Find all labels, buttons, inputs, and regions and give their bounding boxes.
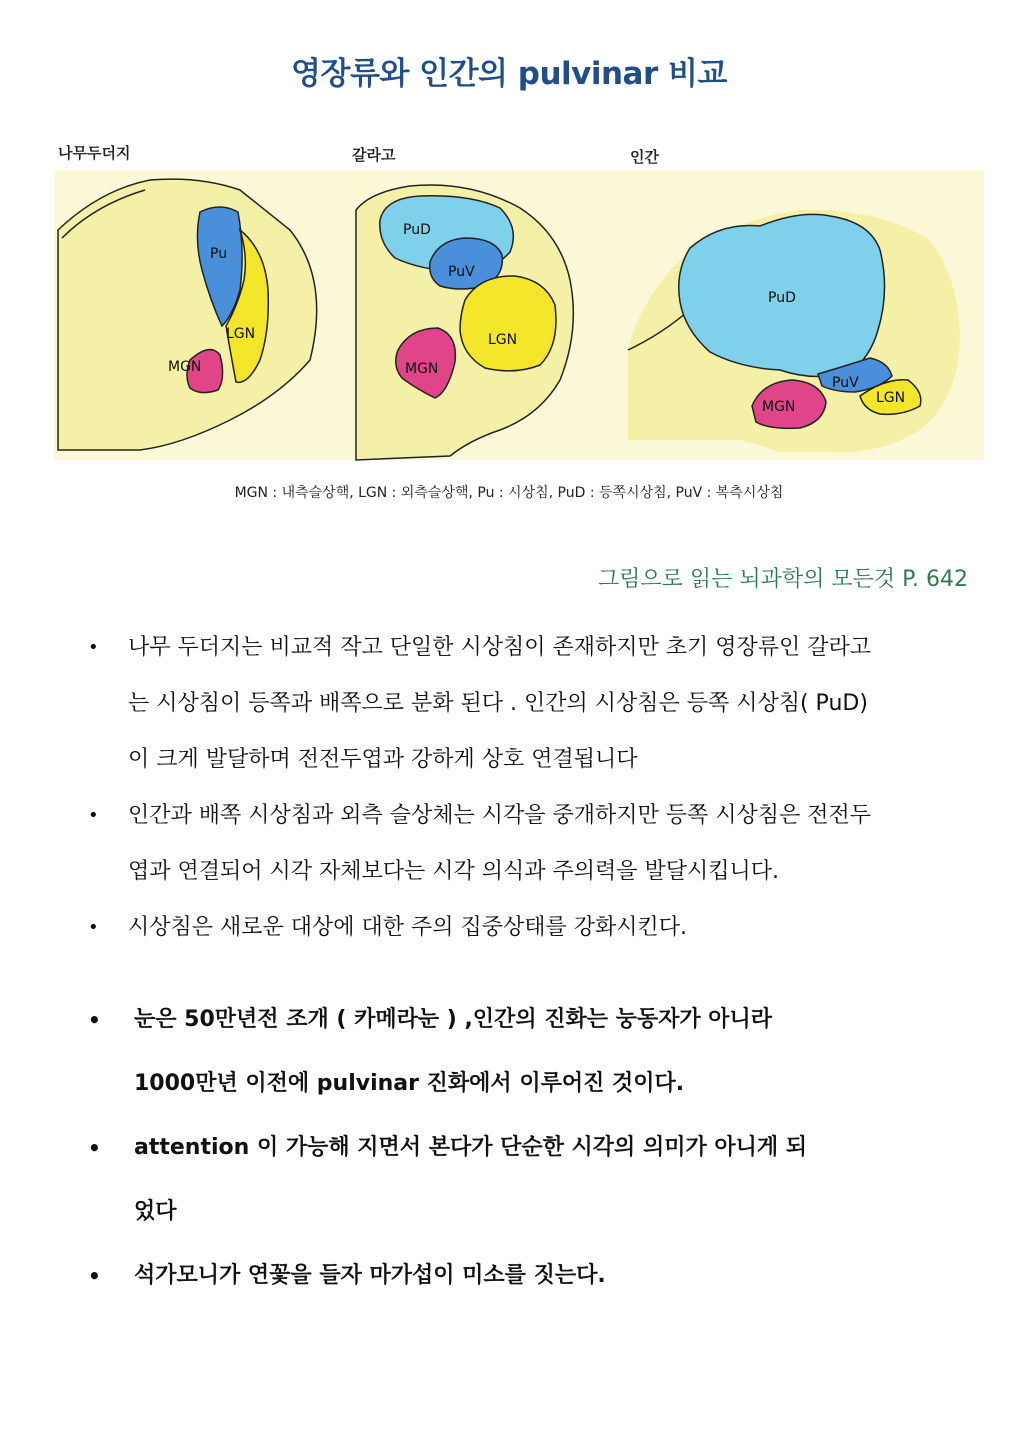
list-item (88, 788, 968, 900)
list-item (88, 1244, 968, 1308)
bullet-marker: • (88, 637, 99, 658)
bold-bullet-list (88, 988, 968, 1308)
bullet-line: 1000만년 이전에 pulvinar 진화에서 이루어진 것이다. (134, 1071, 685, 1096)
regular-bullet-list (88, 620, 968, 956)
bullet-line: attention 이 가능해 지면서 본다가 단순한 시각의 의미가 아니게 되 (134, 1135, 808, 1160)
tree-shrew-mgn-label: MGN (168, 359, 202, 375)
pulvinar-comparison-figure (40, 130, 990, 530)
panel-label-tree-shrew: 나무두더지 (58, 144, 131, 162)
bullet-line: 나무 두더지는 비교적 작고 단일한 시상침이 존재하지만 초기 영장류인 갈라고 (128, 635, 872, 660)
bullet-marker: • (88, 1264, 101, 1288)
bullet-line: 눈은 50만년전 조개 ( 카메라눈 ) ,인간의 진화는 눙동자가 아니라 (134, 1007, 773, 1032)
human-puv-label: PuV (832, 375, 859, 391)
galago-mgn-label: MGN (405, 361, 439, 377)
bullet-marker: • (88, 1008, 101, 1032)
bullet-marker: • (88, 805, 99, 826)
bullet-line: 는 시상침이 등쪽과 배쪽으로 분화 된다 . 인간의 시상침은 등쪽 시상침( PuD) (128, 691, 868, 716)
bullet-line: 석가모니가 연꽃을 들자 마가섭이 미소를 짓는다. (134, 1263, 606, 1288)
source-citation: 그림으로 읽는 뇌과학의 모든것 P. 642 (597, 567, 968, 592)
list-item (88, 1116, 968, 1244)
bullet-marker: • (88, 1136, 101, 1160)
galago-pud-label: PuD (403, 222, 431, 238)
list-item (88, 988, 968, 1116)
galago-lgn-label: LGN (488, 332, 518, 348)
bullet-line: 인간과 배쪽 시상침과 외측 슬상체는 시각을 중개하지만 등쪽 시상침은 전전두 (128, 803, 872, 828)
bullet-line: 었다 (134, 1199, 177, 1224)
bullet-line: 이 크게 발달하며 전전두엽과 강하게 상호 연결됩니다 (128, 747, 638, 772)
list-item (88, 900, 968, 956)
human-pud-label: PuD (768, 290, 796, 306)
brain-diagram (40, 130, 990, 530)
figure-legend: MGN : 내측슬상핵, LGN : 외측슬상핵, Pu : 시상침, PuD : 등쪽시상침, PuV : 복측시상침 (234, 485, 784, 501)
bullet-marker: • (88, 917, 99, 938)
galago-lgn-region (460, 276, 556, 371)
panel-label-galago: 갈라고 (352, 146, 396, 164)
tree-shrew-lgn-label: LGN (226, 326, 256, 342)
bullet-line: 시상침은 새로운 대상에 대한 주의 집중상태를 강화시킨다. (128, 915, 688, 940)
human-lgn-label: LGN (876, 390, 906, 406)
human-mgn-label: MGN (762, 399, 796, 415)
page-title: 영장류와 인간의 pulvinar 비교 (291, 56, 727, 92)
bullet-line: 엽과 연결되어 시각 자체보다는 시각 의식과 주의력을 발달시킵니다. (128, 859, 780, 884)
tree-shrew-pu-label: Pu (210, 246, 228, 262)
list-item (88, 620, 968, 788)
galago-puv-label: PuV (448, 264, 475, 280)
panel-label-human: 인간 (630, 148, 659, 166)
